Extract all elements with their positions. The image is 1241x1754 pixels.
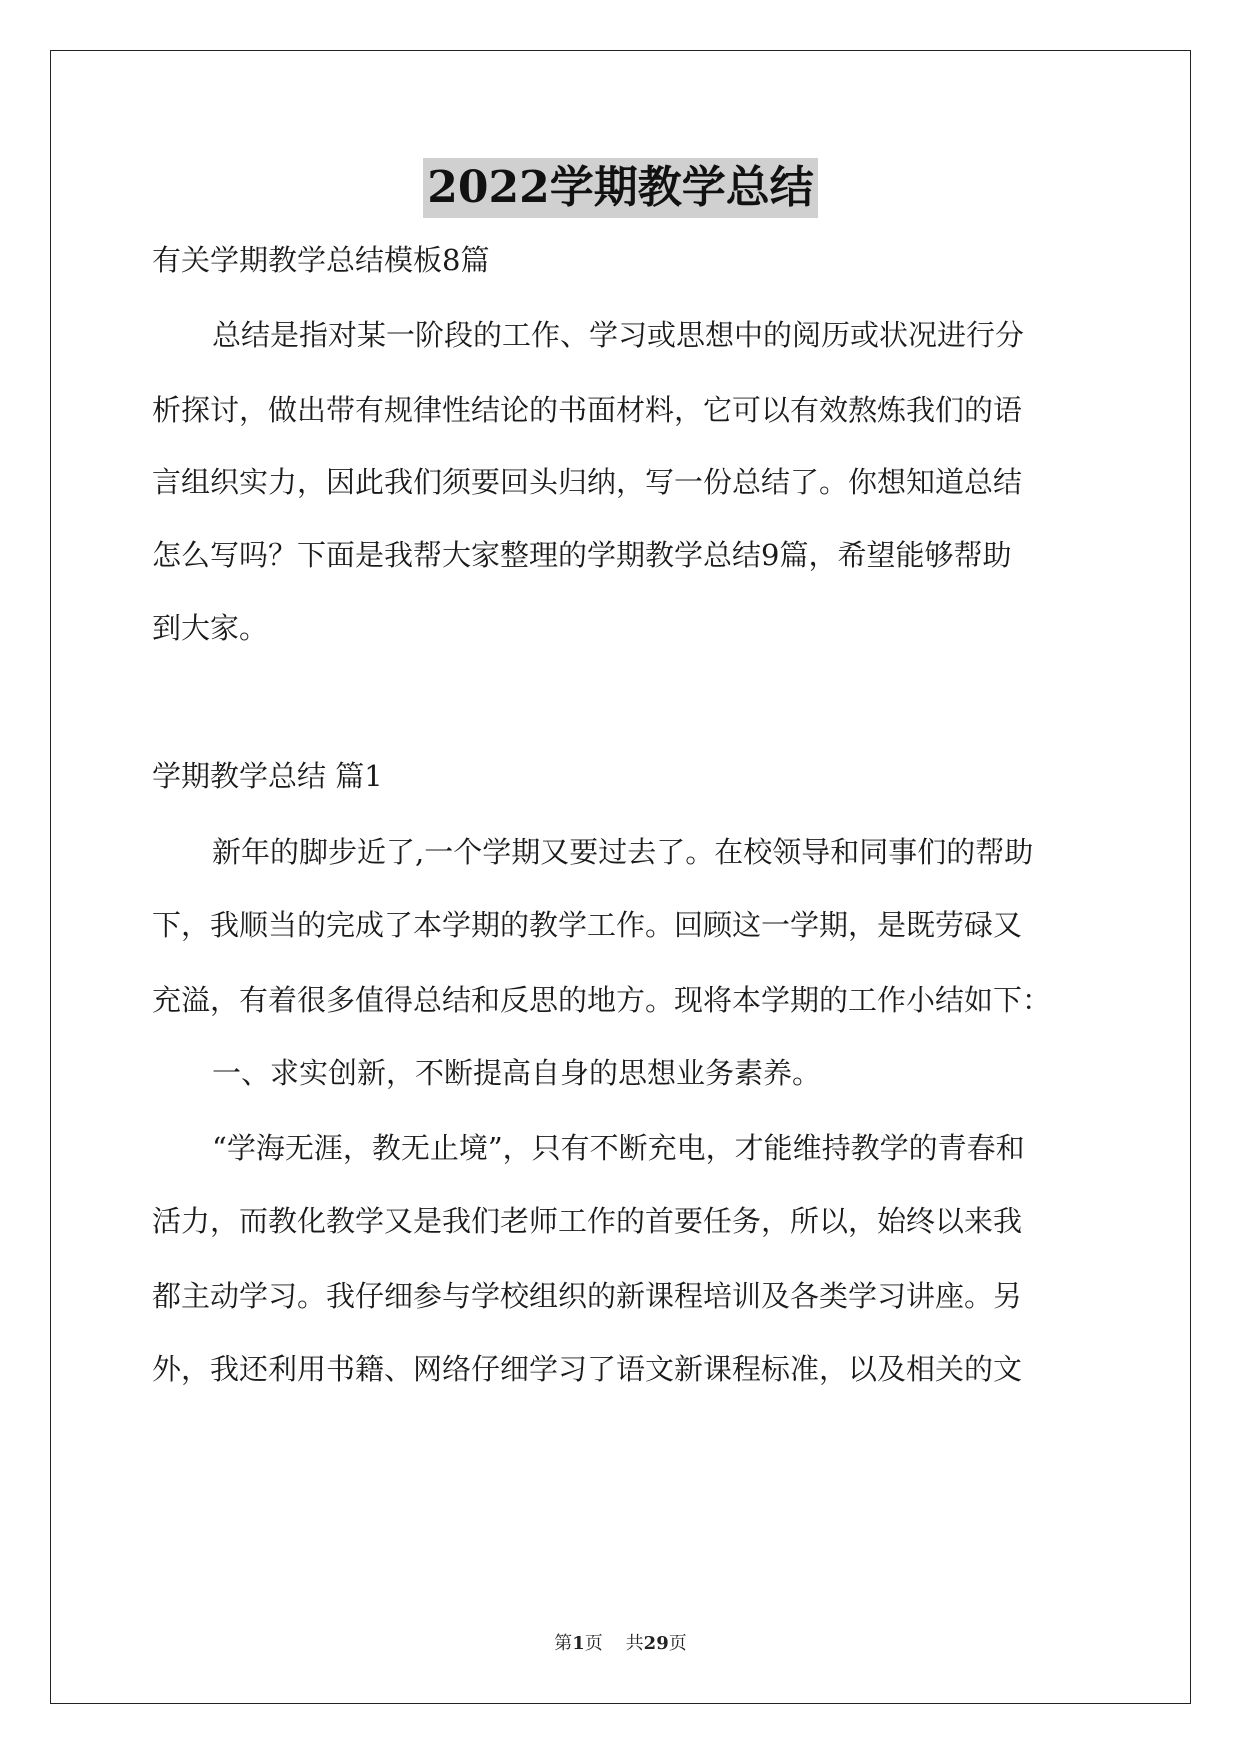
document-subtitle: 有关学期教学总结模板8篇: [152, 243, 490, 277]
page-suffix: 页: [584, 1633, 603, 1654]
intro-line: 怎么写吗？下面是我帮大家整理的学期教学总结9篇，希望能够帮助: [152, 538, 1012, 572]
total-suffix: 页: [668, 1633, 687, 1654]
page-number: 1: [572, 1633, 585, 1654]
page-prefix: 第: [554, 1633, 573, 1654]
intro-line: 总结是指对某一阶段的工作、学习或思想中的阅历或状况进行分: [212, 318, 1025, 352]
page-border: [50, 50, 1191, 1704]
intro-line: 言组织实力，因此我们须要回头归纳，写一份总结了。你想知道总结: [152, 465, 1023, 499]
document-title: [0, 158, 1241, 218]
section-heading: 学期教学总结 篇1: [152, 759, 383, 793]
body-line: 新年的脚步近了,一个学期又要过去了。在校领导和同事们的帮助: [212, 835, 1034, 869]
page-footer: [0, 1632, 1241, 1656]
intro-line: 析探讨，做出带有规律性结论的书面材料，它可以有效熬炼我们的语: [152, 393, 1023, 427]
total-pages: 29: [643, 1633, 669, 1654]
body-line: 都主动学习。我仔细参与学校组织的新课程培训及各类学习讲座。另: [152, 1279, 1023, 1313]
total-prefix: 共: [625, 1633, 644, 1654]
body-line: “学海无涯，教无止境”，只有不断充电，才能维持教学的青春和: [212, 1131, 1025, 1165]
document-title-text: 2022学期教学总结: [423, 158, 817, 218]
body-line: 活力，而教化教学又是我们老师工作的首要任务，所以，始终以来我: [152, 1204, 1023, 1238]
body-line: 充溢，有着很多值得总结和反思的地方。现将本学期的工作小结如下：: [152, 983, 1052, 1017]
body-line: 一、求实创新，不断提高自身的思想业务素养。: [212, 1056, 822, 1090]
body-line: 下，我顺当的完成了本学期的教学工作。回顾这一学期，是既劳碌又: [152, 908, 1023, 942]
intro-line: 到大家。: [152, 611, 269, 645]
body-line: 外，我还利用书籍、网络仔细学习了语文新课程标准，以及相关的文: [152, 1352, 1023, 1386]
